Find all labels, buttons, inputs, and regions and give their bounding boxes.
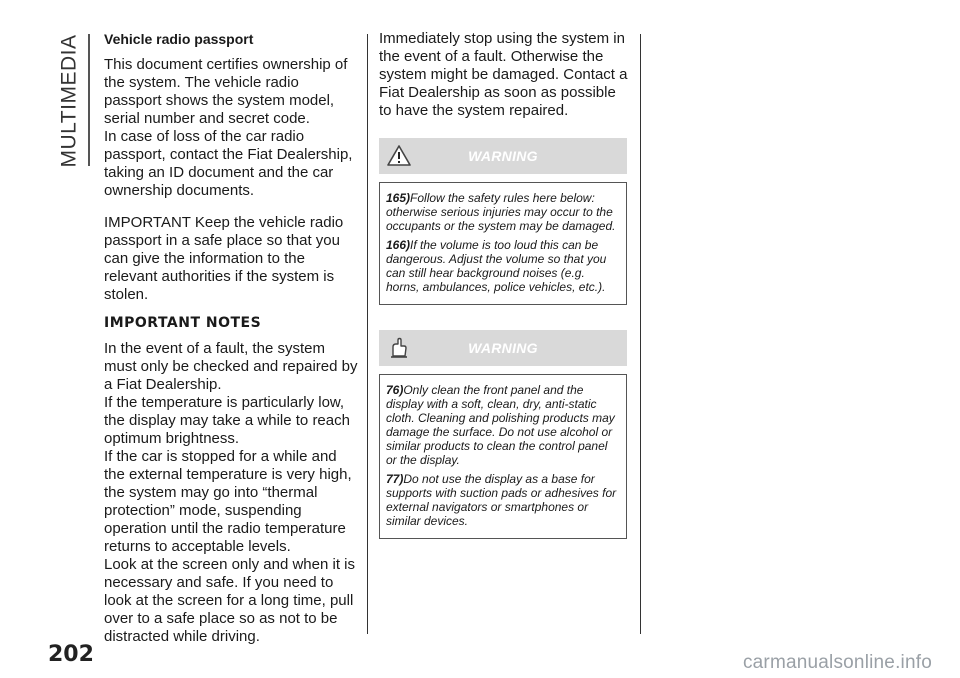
warning-text: If the volume is too loud this can be dangerous. Adjust the volume so that you can still hear background noises (e.g. horns, ambulances, police vehicles, etc.).	[386, 238, 607, 294]
warning-item	[386, 383, 620, 467]
column-divider	[367, 34, 368, 634]
warning-ref: 165)	[386, 191, 411, 205]
heading-important-notes: IMPORTANT NOTES	[104, 315, 262, 331]
column-divider-right	[640, 34, 641, 634]
warning-item	[386, 191, 620, 233]
paragraph: This document certifies ownership of the system. The vehicle radio passport shows the system model, serial number and secret code.	[104, 56, 348, 127]
warning-text: Follow the safety rules here below: otherwise serious injuries may occur to the occupants or the system may be damaged.	[386, 191, 616, 233]
warning-body	[379, 374, 627, 539]
paragraph: Immediately stop using the system in the event of a fault. Otherwise the system might be damaged. Contact a Fiat Dealership as soon as possible to have the system repaired.	[379, 30, 628, 119]
section-label: MULTIMEDIA	[57, 34, 81, 168]
column-right	[379, 30, 631, 120]
heading-radio-passport: Vehicle radio passport	[104, 31, 254, 47]
warning-header	[379, 330, 627, 366]
paragraph: In the event of a fault, the system must only be checked and repaired by a Fiat Dealership.	[104, 340, 358, 393]
paragraph: If the temperature is particularly low, the display may take a while to reach optimum brightness.	[104, 394, 350, 447]
column-left	[104, 30, 360, 646]
warning-item	[386, 472, 620, 528]
warning-box-2	[379, 330, 627, 539]
warning-text: Do not use the display as a base for supports with suction pads or adhesives for external navigators or smartphones or similar devices.	[386, 472, 617, 528]
warning-item	[386, 238, 620, 294]
warning-body	[379, 182, 627, 305]
watermark: carmanualsonline.info	[742, 652, 932, 673]
warning-ref: 166)	[386, 238, 411, 252]
page-number: 202	[48, 642, 94, 667]
warning-title: WARNING	[468, 340, 538, 356]
warning-triangle-icon	[387, 144, 411, 168]
warning-ref: 76)	[386, 383, 404, 397]
paragraph: In case of loss of the car radio passport, contact the Fiat Dealership, taking an ID document and the car ownership documents.	[104, 128, 353, 199]
paragraph: Look at the screen only and when it is necessary and safe. If you need to look at the screen for a long time, pull over to a safe place so as not to be distracted while driving.	[104, 556, 355, 645]
warning-ref: 77)	[386, 472, 404, 486]
warning-title: WARNING	[468, 148, 538, 164]
paragraph: If the car is stopped for a while and the external temperature is very high, the system may go into “thermal protection” mode, suspending operation until the radio temperature returns to acceptable levels.	[104, 448, 352, 555]
hand-caution-icon	[387, 336, 411, 360]
warning-header	[379, 138, 627, 174]
warning-text: Only clean the front panel and the display with a soft, clean, dry, anti-static cloth. Cleaning and polishing products may damage the surface. Do not use alcohol or similar products to clean the control panel or the display.	[386, 383, 615, 467]
paragraph-important: IMPORTANT Keep the vehicle radio passport in a safe place so that you can give the information to the relevant authorities if the system is stolen.	[104, 214, 344, 303]
warning-box-1	[379, 138, 627, 305]
section-rule	[88, 34, 90, 166]
